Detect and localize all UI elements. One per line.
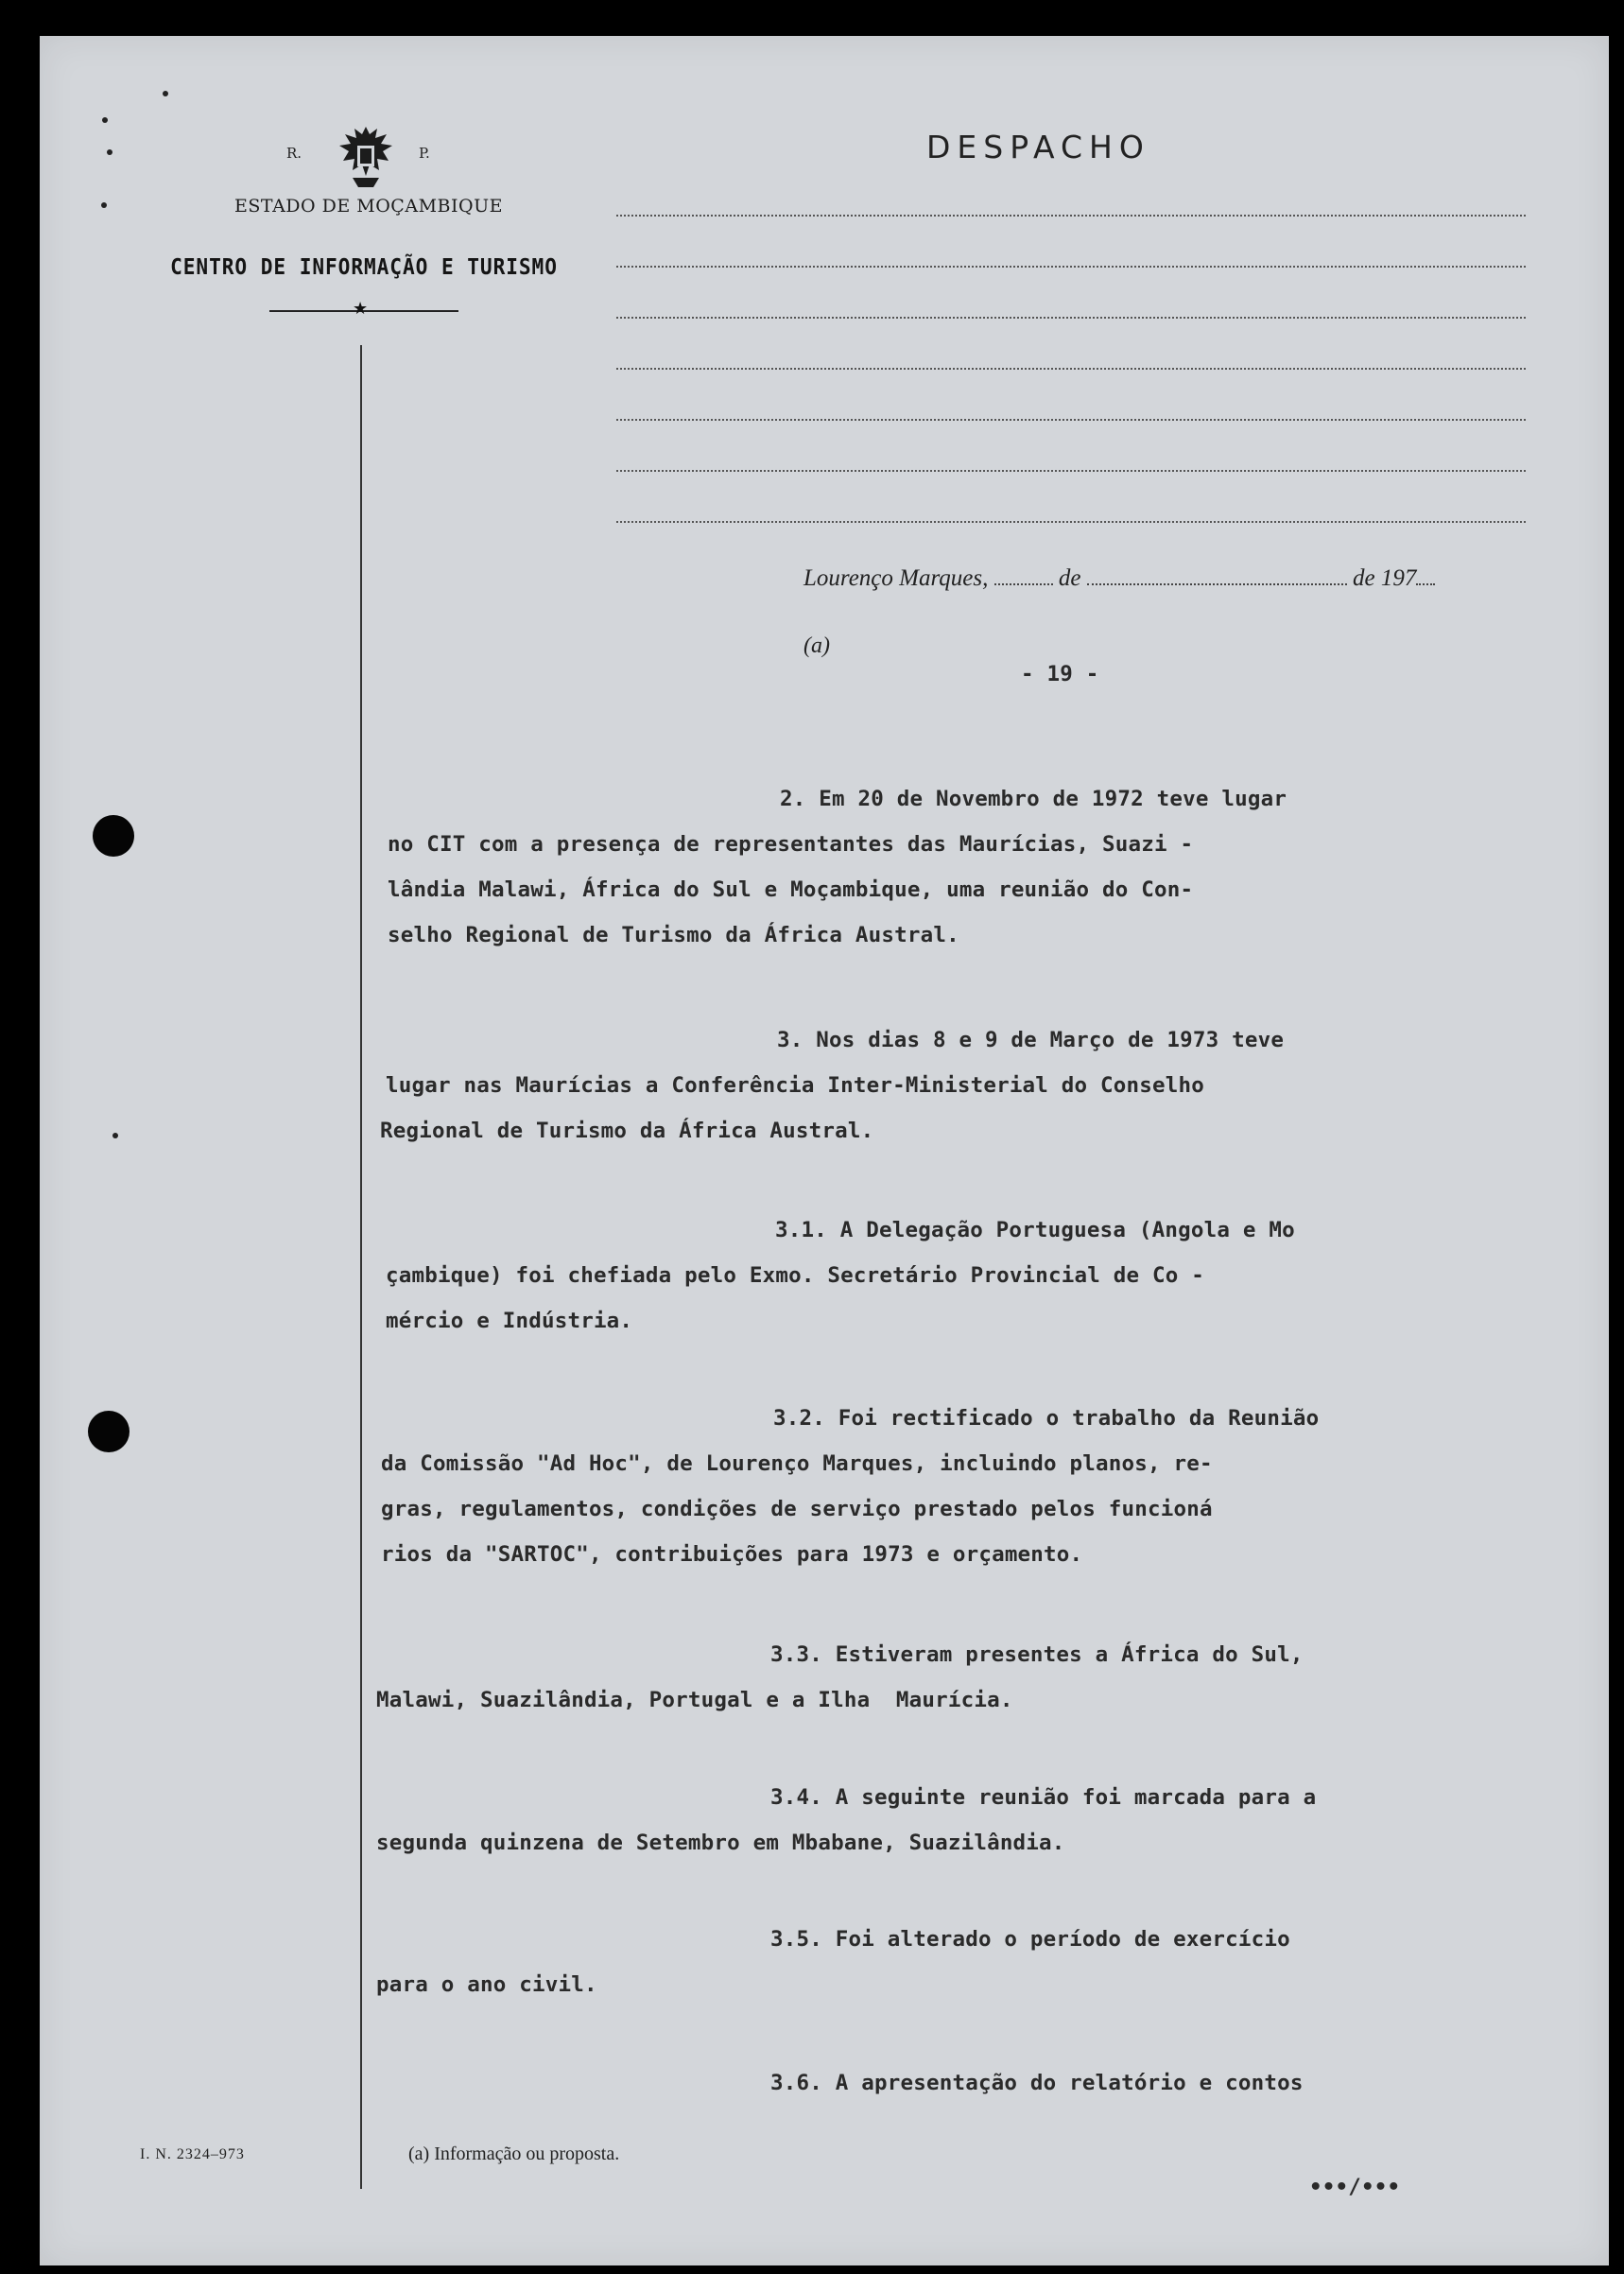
body-line: çambique) foi chefiada pelo Exmo. Secretário Provincial de Co - xyxy=(386,1263,1205,1288)
margin-rule xyxy=(360,345,362,2189)
body-line: segunda quinzena de Setembro em Mbabane, Suazilândia. xyxy=(376,1831,1065,1855)
state-name: ESTADO DE MOÇAMBIQUE xyxy=(234,196,503,217)
margin-speck xyxy=(101,202,107,208)
body-line: para o ano civil. xyxy=(376,1972,597,1997)
margin-speck xyxy=(112,1133,118,1138)
date-de-1: de xyxy=(1058,565,1081,591)
date-de-2: de 197 xyxy=(1352,565,1417,591)
continuation-mark: •••/••• xyxy=(1309,2175,1401,2199)
body-line: no CIT com a presença de representantes das Maurícias, Suazi - xyxy=(388,832,1194,857)
despacho-line xyxy=(616,266,1526,268)
body-line: 3.4. A seguinte reunião foi marcada para a xyxy=(770,1785,1317,1810)
body-line: 3.5. Foi alterado o período de exercício xyxy=(770,1927,1290,1952)
margin-speck xyxy=(163,91,168,96)
body-line: 3.2. Foi rectificado o trabalho da Reunião xyxy=(773,1406,1320,1431)
place-name: Lourenço Marques, xyxy=(803,565,989,591)
punch-hole-top xyxy=(93,815,134,857)
page-number: - 19 - xyxy=(1021,662,1099,686)
body-line: 3.3. Estiveram presentes a África do Sul, xyxy=(770,1642,1304,1667)
year-blank xyxy=(1416,583,1435,585)
body-line: 3. Nos dias 8 e 9 de Março de 1973 teve xyxy=(777,1028,1285,1052)
body-line: lândia Malawi, África do Sul e Moçambique, uma reunião do Con- xyxy=(388,877,1194,902)
day-blank xyxy=(994,583,1053,585)
despacho-line xyxy=(616,470,1526,472)
star-icon: ★ xyxy=(353,299,369,319)
body-line: da Comissão "Ad Hoc", de Lourenço Marques, incluindo planos, re- xyxy=(381,1451,1213,1476)
despacho-line xyxy=(616,419,1526,421)
despacho-title: DESPACHO xyxy=(926,129,1150,165)
body-line: 2. Em 20 de Novembro de 1972 teve lugar xyxy=(780,787,1287,811)
body-line: lugar nas Maurícias a Conferência Inter-Ministerial do Conselho xyxy=(386,1073,1205,1098)
body-line: 3.6. A apresentação do relatório e contos xyxy=(770,2071,1304,2095)
despacho-line xyxy=(616,317,1526,319)
body-line: Malawi, Suazilândia, Portugal e a Ilha Maurícia. xyxy=(376,1688,1013,1712)
form-code: I. N. 2324–973 xyxy=(140,2146,245,2162)
r-mark: R. xyxy=(286,145,302,162)
coat-of-arms-icon xyxy=(336,123,396,191)
p-mark: P. xyxy=(419,145,430,162)
place-date-line xyxy=(803,565,1527,592)
footnote-text: (a) Informação ou proposta. xyxy=(408,2144,620,2164)
punch-hole-bottom xyxy=(88,1411,130,1452)
body-line: mércio e Indústria. xyxy=(386,1309,633,1333)
body-line: 3.1. A Delegação Portuguesa (Angola e Mo xyxy=(775,1218,1295,1242)
body-line: selho Regional de Turismo da África Austral. xyxy=(388,923,959,947)
month-blank xyxy=(1087,583,1347,585)
organization-name: CENTRO DE INFORMAÇÃO E TURISMO xyxy=(170,255,558,280)
despacho-line xyxy=(616,368,1526,370)
body-line: gras, regulamentos, condições de serviço prestado pelos funcioná xyxy=(381,1497,1213,1521)
despacho-line xyxy=(616,215,1526,217)
despacho-line xyxy=(616,521,1526,523)
footnote-mark: (a) xyxy=(803,634,830,658)
body-line: rios da "SARTOC", contribuições para 1973 e orçamento. xyxy=(381,1542,1083,1567)
body-line: Regional de Turismo da África Austral. xyxy=(380,1119,874,1143)
margin-speck xyxy=(102,117,108,123)
margin-speck xyxy=(107,149,112,155)
